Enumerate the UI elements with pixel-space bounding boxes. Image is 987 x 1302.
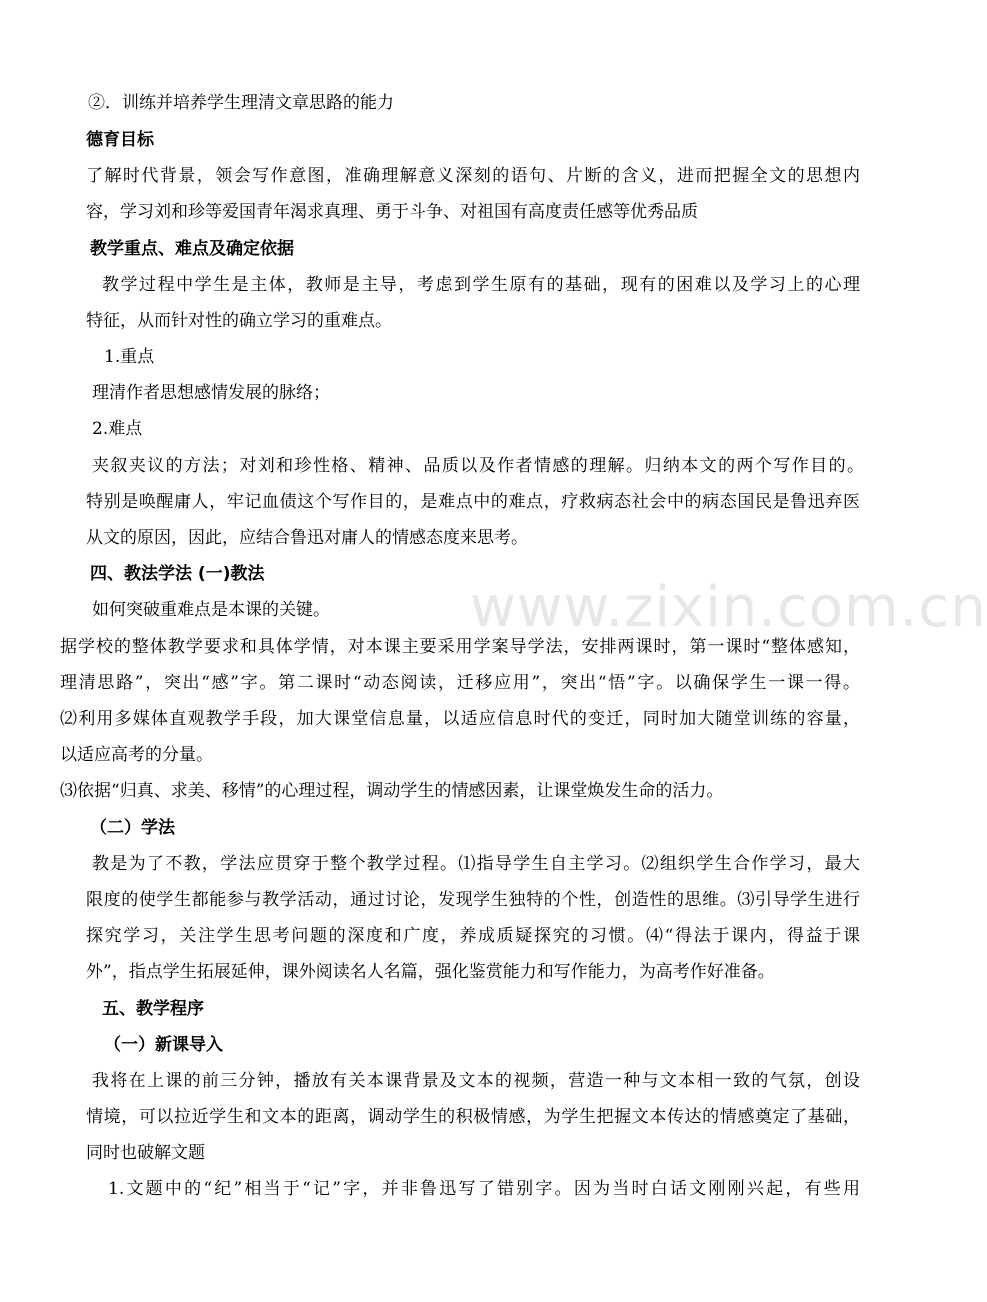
text-line: 外”，指点学生拓展延伸，课外阅读名人名篇，强化鉴赏能力和写作能力，为高考作好准备。	[86, 962, 775, 982]
section-heading: （一）新课导入	[104, 1035, 223, 1055]
text-line: 夹叙夹议的方法；对刘和珍性格、精神、品质以及作者情感的理解。归纳本文的两个写作目的。	[92, 456, 864, 476]
text-line: 同时也破解文题	[86, 1143, 205, 1163]
text-line: 1.文题中的“纪”相当于“记”字，并非鲁迅写了错别字。因为当时白话文刚刚兴起，有些用	[108, 1179, 860, 1199]
text-line: 理清思路”，突出“感”字。第二课时“动态阅读，迁移应用”，突出“悟”字。以确保学生一课一得。	[60, 673, 860, 693]
text-line: ⑵利用多媒体直观教学手段，加大课堂信息量，以适应信息时代的变迁，同时加大随堂训练的容量，	[60, 709, 860, 729]
text-line: ②．训练并培养学生理清文章思路的能力	[88, 93, 394, 113]
text-line: 据学校的整体教学要求和具体学情，对本课主要采用学案导学法，安排两课时，第一课时“整体感知，	[60, 637, 860, 657]
text-line: 特别是唤醒庸人，牢记血债这个写作目的，是难点中的难点，疗救病态社会中的病态国民是鲁迅弃医	[86, 492, 860, 512]
text-line: 特征，从而针对性的确立学习的重难点。	[86, 311, 392, 331]
text-line: ⑶依据“归真、求美、移情”的心理过程，调动学生的情感因素，让课堂焕发生命的活力。	[60, 781, 724, 801]
text-line: 如何突破重难点是本课的关键。	[92, 600, 330, 620]
text-line: 教学过程中学生是主体，教师是主导，考虑到学生原有的基础，现有的困难以及学习上的心理	[102, 275, 860, 295]
text-line: 1.重点	[104, 347, 155, 367]
text-line: 探究学习，关注学生思考问题的深度和广度，养成质疑探究的习惯。⑷“得法于课内，得益于课	[86, 926, 860, 946]
text-line: 教是为了不教，学法应贯穿于整个教学过程。⑴指导学生自主学习。⑵组织学生合作学习，最大	[92, 854, 860, 874]
text-line: 我将在上课的前三分钟，播放有关本课背景及文本的视频，营造一种与文本相一致的气氛，创设	[92, 1071, 860, 1091]
text-line: 以适应高考的分量。	[60, 745, 213, 765]
section-heading: 教学重点、难点及确定依据	[90, 239, 294, 259]
text-line: 了解时代背景，领会写作意图，准确理解意义深刻的语句、片断的含义，进而把握全文的思想内	[86, 166, 860, 186]
text-line: 容，学习刘和珍等爱国青年渴求真理、勇于斗争、对祖国有高度责任感等优秀品质	[86, 202, 698, 222]
watermark: www.zixin.com.cn	[470, 575, 987, 640]
section-heading: 四、教法学法 (一)教法	[90, 564, 265, 584]
text-line: 从文的原因，因此，应结合鲁迅对庸人的情感态度来思考。	[86, 528, 528, 548]
text-line: 限度的使学生都能参与教学活动，通过讨论，发现学生独特的个性，创造性的思维。⑶引导学生进行	[86, 890, 860, 910]
section-heading: 德育目标	[86, 130, 154, 150]
section-heading: 五、教学程序	[102, 999, 204, 1019]
text-line: 情境，可以拉近学生和文本的距离，调动学生的积极情感，为学生把握文本传达的情感奠定了基础，	[86, 1107, 860, 1127]
text-line: 2.难点	[92, 419, 143, 439]
section-heading: （二）学法	[90, 818, 175, 838]
text-line: 理清作者思想感情发展的脉络；	[92, 383, 330, 403]
